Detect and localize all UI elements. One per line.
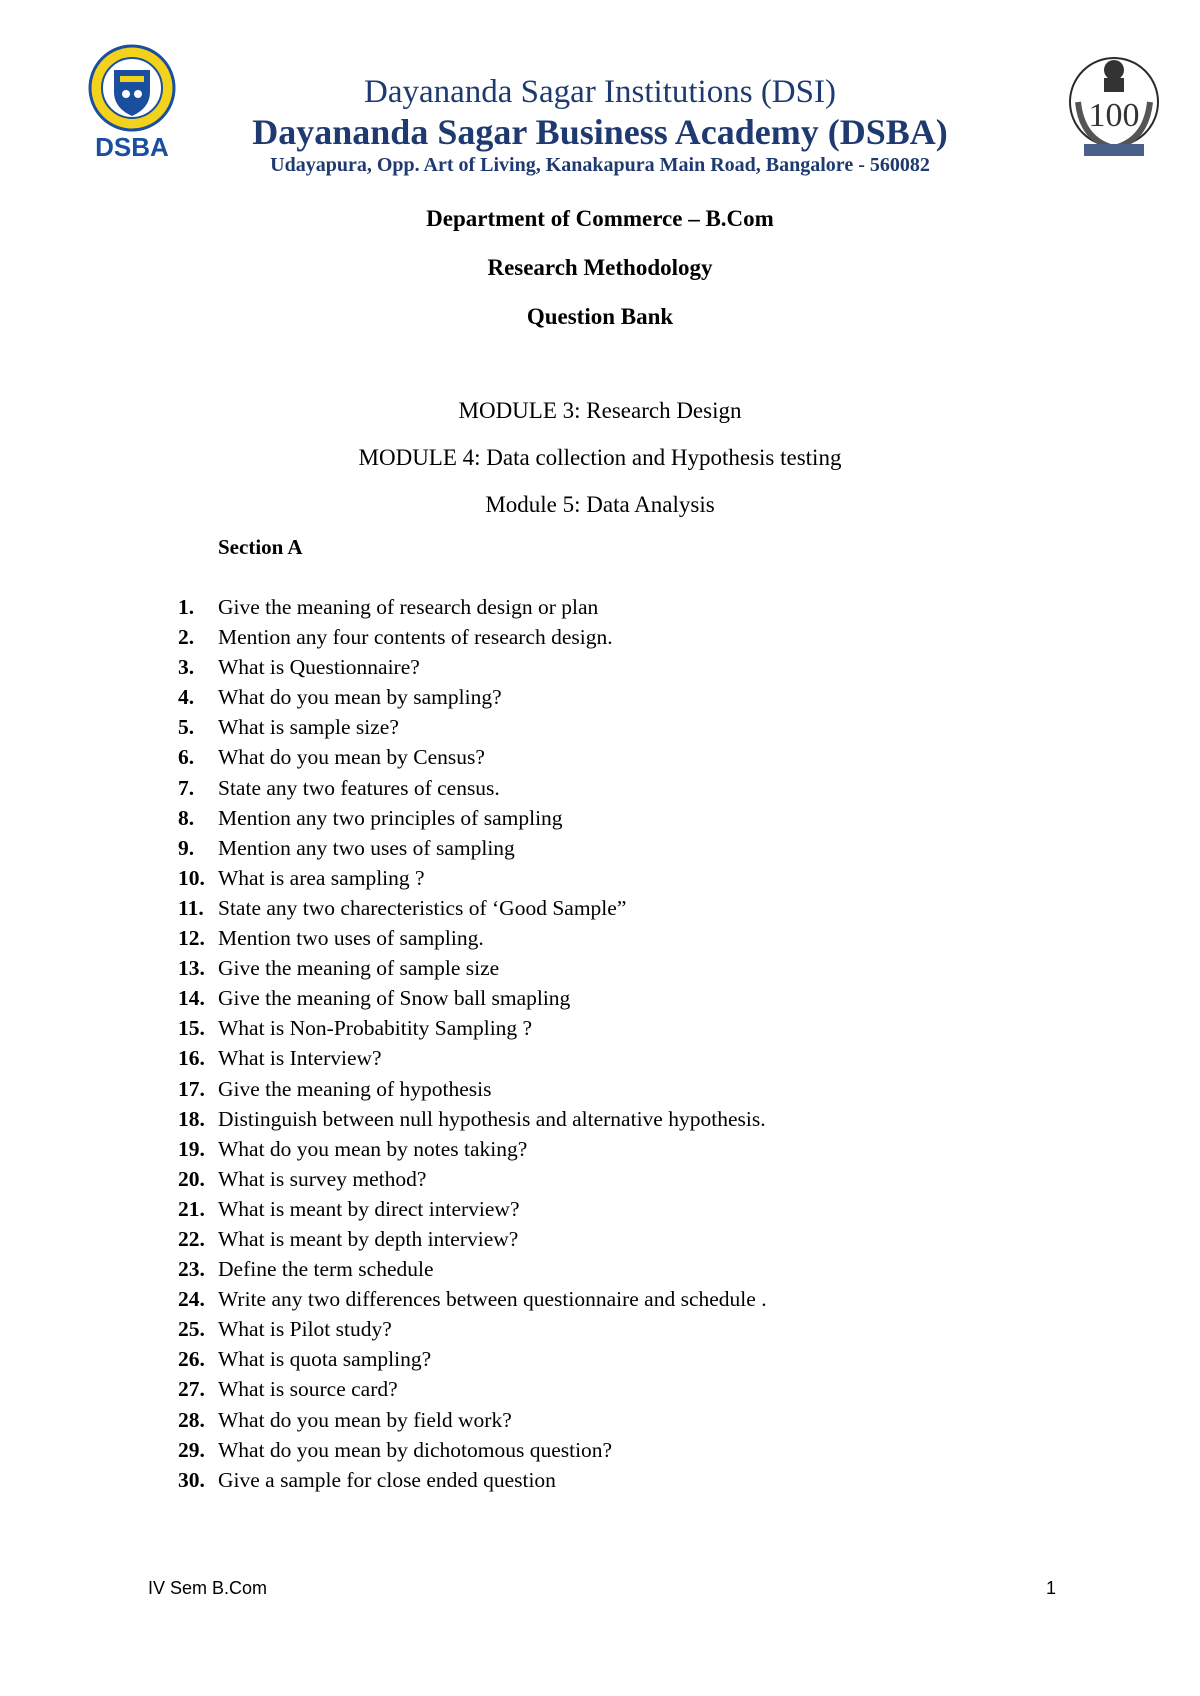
question-text: What is Interview?	[218, 1046, 382, 1071]
question-number: 13.	[178, 956, 205, 981]
question-item	[178, 1194, 1078, 1224]
question-text: What is meant by depth interview?	[218, 1226, 519, 1251]
question-text: Give the meaning of hypothesis	[218, 1076, 492, 1101]
question-number: 14.	[178, 986, 205, 1011]
question-item	[178, 833, 1078, 863]
section-heading: Section A	[218, 535, 303, 559]
question-item	[178, 803, 1078, 833]
question-text: State any two charecteristics of ‘Good Sample”	[218, 895, 627, 920]
question-item	[178, 1435, 1078, 1465]
footer-semester: IV Sem B.Com	[148, 1578, 268, 1598]
question-text: What do you mean by notes taking?	[218, 1136, 528, 1161]
question-text: What do you mean by dichotomous question?	[218, 1437, 613, 1462]
question-number: 17.	[178, 1076, 205, 1101]
question-number: 28.	[178, 1407, 205, 1432]
question-number: 15.	[178, 1016, 205, 1041]
question-text: What do you mean by sampling?	[218, 685, 502, 710]
question-number: 24.	[178, 1287, 205, 1312]
question-item	[178, 1043, 1078, 1073]
module-5-heading: Module 5: Data Analysis	[485, 492, 715, 517]
module-4-heading: MODULE 4: Data collection and Hypothesis testing	[358, 445, 842, 470]
document-type: Question Bank	[526, 304, 674, 329]
question-item	[178, 622, 1078, 652]
question-item	[178, 893, 1078, 923]
question-number: 30.	[178, 1467, 205, 1492]
question-item	[178, 1465, 1078, 1495]
question-item	[178, 1344, 1078, 1374]
question-text: What is source card?	[218, 1377, 398, 1402]
question-number: 18.	[178, 1106, 205, 1131]
question-text: State any two features of census.	[218, 775, 500, 800]
question-text: Write any two differences between questionnaire and schedule .	[218, 1287, 767, 1312]
question-text: What is meant by direct interview?	[218, 1196, 520, 1221]
question-item	[178, 712, 1078, 742]
question-number: 1.	[178, 595, 195, 619]
question-text: What is Pilot study?	[218, 1317, 392, 1342]
question-item	[178, 923, 1078, 953]
question-text: Define the term schedule	[218, 1257, 434, 1282]
question-item	[178, 1164, 1078, 1194]
question-number: 5.	[178, 715, 195, 740]
question-item	[178, 592, 1078, 622]
question-text: Give the meaning of sample size	[218, 956, 500, 981]
question-number: 6.	[178, 745, 195, 770]
question-number: 26.	[178, 1347, 205, 1372]
question-number: 12.	[178, 926, 205, 951]
question-item	[178, 1254, 1078, 1284]
question-text: What is survey method?	[218, 1166, 427, 1191]
question-number: 16.	[178, 1046, 205, 1071]
question-number: 4.	[178, 685, 195, 710]
question-item	[178, 1013, 1078, 1043]
question-item	[178, 1104, 1078, 1134]
question-item	[178, 1074, 1078, 1104]
question-item	[178, 953, 1078, 983]
question-text: Distinguish between null hypothesis and alternative hypothesis.	[218, 1106, 766, 1131]
module-3-heading: MODULE 3: Research Design	[458, 398, 742, 423]
question-number: 27.	[178, 1377, 205, 1402]
question-item	[178, 1374, 1078, 1404]
logo-text-dsba: DSBA	[95, 132, 169, 160]
page-number: 1	[1046, 1578, 1057, 1598]
question-number: 21.	[178, 1196, 205, 1221]
question-item	[178, 1284, 1078, 1314]
question-item	[178, 983, 1078, 1013]
department-title: Department of Commerce – B.Com	[426, 206, 774, 231]
question-text: Give the meaning of research design or plan	[218, 595, 599, 619]
question-number: 8.	[178, 805, 195, 830]
question-text: What do you mean by field work?	[218, 1407, 512, 1432]
question-item	[178, 1405, 1078, 1435]
question-list	[178, 592, 1078, 1495]
question-text: Give the meaning of Snow ball smapling	[218, 986, 571, 1011]
question-number: 10.	[178, 865, 205, 890]
question-number: 22.	[178, 1226, 205, 1251]
question-item	[178, 1314, 1078, 1344]
question-item	[178, 863, 1078, 893]
question-item	[178, 1134, 1078, 1164]
question-item	[178, 652, 1078, 682]
question-item	[178, 773, 1078, 803]
question-text: What is quota sampling?	[218, 1347, 432, 1372]
question-text: Mention two uses of sampling.	[218, 926, 484, 951]
question-text: Give a sample for close ended question	[218, 1467, 556, 1492]
question-number: 11.	[178, 895, 204, 920]
question-number: 29.	[178, 1437, 205, 1462]
question-item	[178, 1224, 1078, 1254]
question-number: 25.	[178, 1317, 205, 1342]
question-item	[178, 682, 1078, 712]
question-text: What is area sampling ?	[218, 865, 425, 890]
question-number: 3.	[178, 655, 195, 680]
question-item	[178, 742, 1078, 772]
institution-name: Dayananda Sagar Institutions (DSI)	[364, 74, 836, 110]
question-number: 7.	[178, 775, 195, 800]
question-text: Mention any four contents of research design.	[218, 625, 613, 650]
question-text: What is Questionnaire?	[218, 655, 420, 680]
question-text: Mention any two uses of sampling	[218, 835, 515, 860]
question-text: What is Non-Probabitity Sampling ?	[218, 1016, 533, 1041]
question-text: What is sample size?	[218, 715, 399, 740]
svg-text:100: 100	[1088, 97, 1140, 134]
academy-name: Dayananda Sagar Business Academy (DSBA)	[252, 112, 948, 152]
academy-address: Udayapura, Opp. Art of Living, Kanakapura Main Road, Bangalore - 560082	[270, 154, 930, 176]
question-number: 20.	[178, 1166, 205, 1191]
question-text: Mention any two principles of sampling	[218, 805, 563, 830]
question-number: 23.	[178, 1257, 205, 1282]
question-number: 2.	[178, 625, 195, 650]
question-number: 19.	[178, 1136, 205, 1161]
question-number: 9.	[178, 835, 195, 860]
question-text: What do you mean by Census?	[218, 745, 485, 770]
subject-title: Research Methodology	[487, 255, 713, 280]
